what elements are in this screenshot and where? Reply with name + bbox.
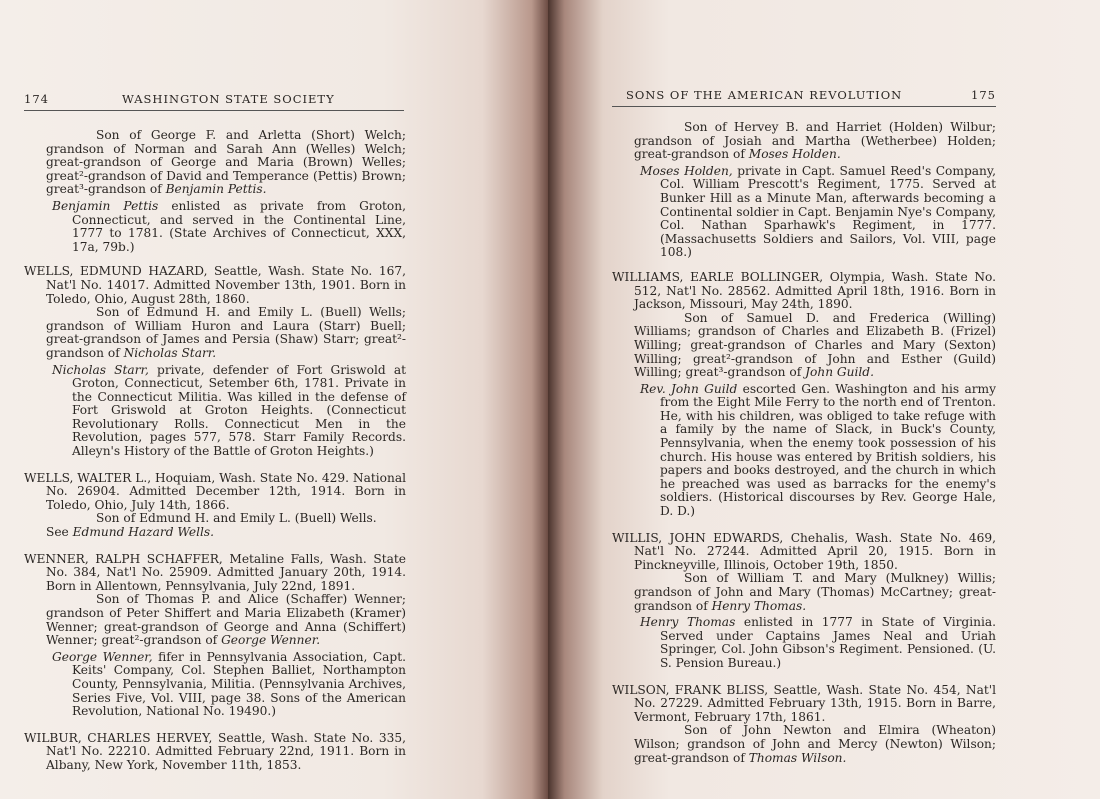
entry-heading: WILLIAMS, EARLE BOLLINGER, Olympia, Wash. State No. 512, Nat'l No. 28562. Admitted April 18th, 1916. Born in Jackson, Missouri, May 24th, 1890. (612, 269, 996, 312)
entry-heading: WILSON, FRANK BLISS, Seattle, Wash. State No. 454, Nat'l No. 27229. Admitted February 13th, 1915. Born in Barre, Vermont, February 17th, 1861. (612, 682, 996, 724)
right-page (548, 0, 1100, 799)
lineage-text: Son of Hervey B. and Harriet (Holden) Wilbur; grandson of Josiah and Martha (Wetherbee) Holden; great-grandson of Moses Holden. (634, 120, 996, 162)
member-entry (612, 684, 996, 766)
entry-heading: WELLS, EDMUND HAZARD, Seattle, Wash. State No. 167, Nat'l No. 14017. Admitted November 13th, 1901. Born in Toledo, Ohio, August 28th, 1860. (24, 264, 407, 306)
left-page-number: 174 (24, 92, 49, 106)
entry-heading: WILBUR, CHARLES HERVEY, Seattle, Wash. State No. 335, Nat'l No. 22210. Admitted February 22nd, 1911. Born in Albany, New York, November 11th, 1853. (24, 730, 407, 772)
cross-reference: See Edmund Hazard Wells. (46, 525, 215, 540)
ancestor-note: Rev. John Guild escorted Gen. Washington and his army from the Eight Mile Ferry to the north end of Trenton. He, with his children, was obliged to take refuge with a family by the name of Slack, in Buck's County, Pennsylvania, when the enemy took possession of his church. His house was entered by British soldiers, his papers and books destroyed, and the church in which he preached was used as barracks for the enemy's soldiers. (Historical discourses by Rev. George Hale, D. D.) (640, 381, 996, 519)
lineage-text: Son of Samuel D. and Frederica (Willing) Williams; grandson of Charles and Elizabeth B. (Frizel) Willing; great-grandson of Charles and Mary (Sexton) Willing; great²-grandson of John and Esther (Guild) Willing; great³-grandson of John Guild. (634, 310, 996, 380)
lineage-text: Son of Thomas P. and Alice (Schaffer) Wenner; grandson of Peter Shiffert and Maria Elizabeth (Kramer) Wenner; great-grandson of George and Anna (Schiffert) Wenner; great²-grandson of George Wenner. (46, 592, 406, 648)
left-page-body (24, 129, 406, 773)
lineage-text: Son of John Newton and Elmira (Wheaton) Wilson; grandson of John and Mercy (Newton) Wilson; great-grandson of Thomas Wilson. (634, 723, 996, 765)
lineage-text: Son of Edmund H. and Emily L. (Buell) Wells. (96, 511, 377, 526)
left-page (0, 0, 548, 799)
right-page-body (612, 121, 996, 765)
ancestor-note: Nicholas Starr, private, defender of Fort Griswold at Groton, Connecticut, Setember 6th, 1781. Private in the Connecticut Militia. Was killed in the defense of Fort Griswold at Groton Heights. (Connecticut Revolutionary Rolls. Connecticut Men in the Revolution, pages 577, 578. Starr Family Records. Alleyn's History of the Battle of Groton Heights.) (52, 362, 406, 459)
ancestor-note: Moses Holden, private in Capt. Samuel Reed's Company, Col. William Prescott's Regiment, 1775. Served at Bunker Hill as a Minute Man, afterwards becoming a Continental soldier in Capt. Benjamin Nye's Company, Col. Nathan Sparhawk's Regiment, in 1777. (Massachusetts Soldiers and Sailors, Vol. VIII, page 108.) (640, 163, 997, 260)
ancestor-note: George Wenner, fifer in Pennsylvania Association, Capt. Keits' Company, Col. Stephen Balliet, Northampton County, Pennsylvania, Militia. (Pennsylvania Archives, Series Five, Vol. VIII, page 38. Sons of the American Revolution, National No. 19490.) (52, 649, 406, 719)
left-running-head: WASHINGTON STATE SOCIETY (122, 92, 335, 106)
member-entry (24, 732, 406, 773)
lineage-text: Son of George F. and Arletta (Short) Welch; grandson of Norman and Sarah Ann (Welles) Welch; great-grandson of George and Maria (Brown) Welles; great²-grandson of David and Temperance (Pettis) Brown; great³-grandson of Benjamin Pettis. (46, 128, 406, 197)
continued-entry (24, 129, 406, 254)
right-page-number: 175 (971, 88, 996, 102)
member-entry (612, 532, 996, 671)
member-entry (24, 472, 406, 540)
entry-heading: WILLIS, JOHN EDWARDS, Chehalis, Wash. State No. 469, Nat'l No. 27244. Admitted April 20, 1915. Born in Pinckneyville, Illinois, October 19th, 1850. (612, 530, 996, 572)
member-entry (24, 265, 406, 458)
member-entry (612, 271, 996, 519)
continued-entry (612, 121, 996, 260)
entry-heading: WENNER, RALPH SCHAFFER, Metaline Falls, Wash. State No. 384, Nat'l No. 25909. Admitted January 20th, 1914. Born in Allentown, Pennsylvania, July 22nd, 1891. (24, 551, 406, 593)
ancestor-note: Benjamin Pettis enlisted as private from Groton, Connecticut, and served in the Continental Line, 1777 to 1781. (State Archives of Connecticut, XXX, 17a, 79b.) (52, 198, 406, 254)
right-running-head: SONS OF THE AMERICAN REVOLUTION (626, 88, 903, 102)
left-page-header (24, 92, 404, 111)
lineage-text: Son of William T. and Mary (Mulkney) Willis; grandson of John and Mary (Thomas) McCartney; great-grandson of Henry Thomas. (634, 571, 996, 613)
entry-heading: WELLS, WALTER L., Hoquiam, Wash. State No. 429. National No. 26904. Admitted December 12th, 1914. Born in Toledo, Ohio, July 14th, 1866. (24, 470, 406, 512)
member-entry (24, 553, 406, 719)
ancestor-note: Henry Thomas enlisted in 1777 in State of Virginia. Served under Captains James Neal and Uriah Springer, Col. John Gibson's Regiment. Pensioned. (U. S. Pension Bureau.) (640, 615, 996, 670)
lineage-text: Son of Edmund H. and Emily L. (Buell) Wells; grandson of William Huron and Laura (Starr) Buell; great-grandson of James and Persia (Shaw) Starr; great²-grandson of Nicholas Starr. (46, 305, 406, 360)
right-page-header (612, 88, 996, 107)
